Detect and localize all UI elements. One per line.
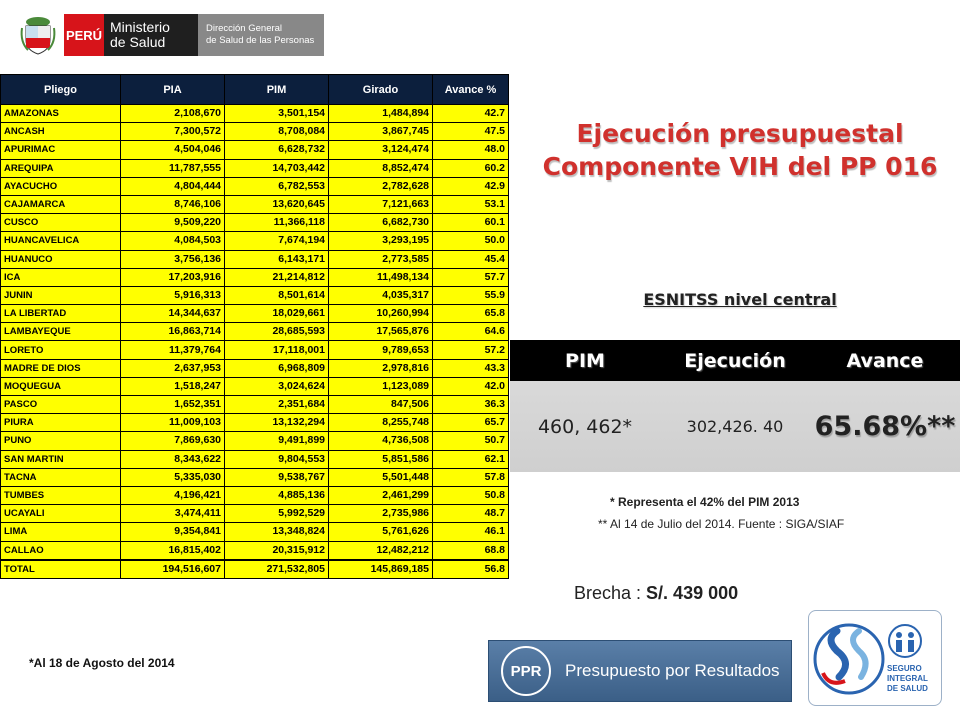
summary-avance-value: 65.68%** <box>814 411 956 442</box>
section-subtitle: ESNITSS nivel central <box>643 290 837 309</box>
pim-cell: 271,532,805 <box>225 560 329 579</box>
summary-header-avance: Avance <box>846 349 924 372</box>
table-row <box>1 177 509 195</box>
summary-table <box>510 340 960 472</box>
pim-cell: 7,674,194 <box>225 232 329 250</box>
pim-cell: 6,968,809 <box>225 359 329 377</box>
girado-cell: 1,484,894 <box>329 105 433 123</box>
table-row <box>1 286 509 304</box>
pia-cell: 9,354,841 <box>121 523 225 541</box>
summary-value-row <box>510 381 960 472</box>
girado-cell: 4,736,508 <box>329 432 433 450</box>
pliego-cell: APURIMAC <box>1 141 121 159</box>
table-row <box>1 414 509 432</box>
ministerio-line1: Ministerio <box>110 19 170 35</box>
girado-cell: 2,735,986 <box>329 505 433 523</box>
table-row <box>1 359 509 377</box>
pliego-cell: HUANUCO <box>1 250 121 268</box>
girado-cell: 8,852,474 <box>329 159 433 177</box>
pliego-cell: MADRE DE DIOS <box>1 359 121 377</box>
pia-cell: 11,787,555 <box>121 159 225 177</box>
direccion-line1: Dirección General <box>206 23 283 34</box>
table-row <box>1 141 509 159</box>
avance-cell: 60.2 <box>433 159 509 177</box>
pia-cell: 14,344,637 <box>121 305 225 323</box>
pliego-cell: LORETO <box>1 341 121 359</box>
girado-cell: 1,123,089 <box>329 377 433 395</box>
table-row <box>1 341 509 359</box>
pim-cell: 9,538,767 <box>225 468 329 486</box>
avance-cell: 57.7 <box>433 268 509 286</box>
direccion-line2: de Salud de las Personas <box>206 35 315 46</box>
pliego-cell: ICA <box>1 268 121 286</box>
pim-cell: 5,992,529 <box>225 505 329 523</box>
pliego-cell: LA LIBERTAD <box>1 305 121 323</box>
peru-label: PERÚ <box>64 14 104 56</box>
table-row <box>1 214 509 232</box>
brecha-text <box>574 583 738 604</box>
girado-cell: 6,682,730 <box>329 214 433 232</box>
pia-cell: 11,009,103 <box>121 414 225 432</box>
pia-cell: 5,916,313 <box>121 286 225 304</box>
avance-cell: 42.9 <box>433 177 509 195</box>
avance-cell: 64.6 <box>433 323 509 341</box>
budget-table <box>0 74 509 579</box>
avance-cell: 45.4 <box>433 250 509 268</box>
pim-cell: 21,214,812 <box>225 268 329 286</box>
girado-cell: 145,869,185 <box>329 560 433 579</box>
pia-cell: 7,300,572 <box>121 123 225 141</box>
pliego-cell: PUNO <box>1 432 121 450</box>
avance-cell: 36.3 <box>433 396 509 414</box>
pim-cell: 13,132,294 <box>225 414 329 432</box>
col-header-pliego: Pliego <box>1 75 121 105</box>
girado-cell: 2,773,585 <box>329 250 433 268</box>
girado-cell: 12,482,212 <box>329 541 433 560</box>
pia-cell: 3,756,136 <box>121 250 225 268</box>
pim-cell: 3,024,624 <box>225 377 329 395</box>
pim-cell: 11,366,118 <box>225 214 329 232</box>
girado-cell: 847,506 <box>329 396 433 414</box>
page-title <box>520 117 960 183</box>
table-body <box>1 105 509 579</box>
pim-cell: 17,118,001 <box>225 341 329 359</box>
pliego-cell: CAJAMARCA <box>1 195 121 213</box>
pim-cell: 6,628,732 <box>225 141 329 159</box>
brecha-value: S/. 439 000 <box>646 583 739 603</box>
pia-cell: 8,343,622 <box>121 450 225 468</box>
girado-cell: 5,761,626 <box>329 523 433 541</box>
pim-cell: 8,708,084 <box>225 123 329 141</box>
pim-cell: 18,029,661 <box>225 305 329 323</box>
avance-cell: 46.1 <box>433 523 509 541</box>
summary-pim-value: 460, 462* <box>537 415 633 438</box>
avance-cell: 48.7 <box>433 505 509 523</box>
pliego-cell: UCAYALI <box>1 505 121 523</box>
brecha-label: Brecha : <box>574 583 647 603</box>
pim-cell: 6,782,553 <box>225 177 329 195</box>
coat-of-arms-icon <box>18 14 58 56</box>
col-header-pia: PIA <box>121 75 225 105</box>
table-row <box>1 195 509 213</box>
pia-cell: 16,863,714 <box>121 323 225 341</box>
table-row <box>1 250 509 268</box>
avance-cell: 50.0 <box>433 232 509 250</box>
avance-cell: 42.0 <box>433 377 509 395</box>
table-row <box>1 159 509 177</box>
girado-cell: 2,978,816 <box>329 359 433 377</box>
sis-logo <box>808 610 942 706</box>
table-row <box>1 505 509 523</box>
avance-cell: 48.0 <box>433 141 509 159</box>
pliego-cell: AYACUCHO <box>1 177 121 195</box>
table-row <box>1 523 509 541</box>
ppr-label: Presupuesto por Resultados <box>565 661 780 680</box>
table-row <box>1 432 509 450</box>
summary-header-ejecucion: Ejecución <box>684 349 786 372</box>
ppr-circle-icon: PPR <box>501 646 551 696</box>
pia-cell: 1,652,351 <box>121 396 225 414</box>
girado-cell: 8,255,748 <box>329 414 433 432</box>
girado-cell: 3,867,745 <box>329 123 433 141</box>
pliego-cell: AMAZONAS <box>1 105 121 123</box>
pia-cell: 4,084,503 <box>121 232 225 250</box>
pia-cell: 4,504,046 <box>121 141 225 159</box>
girado-cell: 9,789,653 <box>329 341 433 359</box>
pliego-cell: TUMBES <box>1 486 121 504</box>
title-line2: Componente VIH del PP 016 <box>542 152 938 181</box>
girado-cell: 5,501,448 <box>329 468 433 486</box>
avance-cell: 43.3 <box>433 359 509 377</box>
pliego-cell: LIMA <box>1 523 121 541</box>
avance-cell: 68.8 <box>433 541 509 560</box>
table-row <box>1 377 509 395</box>
table-row <box>1 323 509 341</box>
col-header-pim: PIM <box>225 75 329 105</box>
table-row <box>1 232 509 250</box>
pim-cell: 2,351,684 <box>225 396 329 414</box>
table-row <box>1 123 509 141</box>
avance-cell: 42.7 <box>433 105 509 123</box>
pia-cell: 5,335,030 <box>121 468 225 486</box>
pim-cell: 13,348,824 <box>225 523 329 541</box>
avance-cell: 47.5 <box>433 123 509 141</box>
avance-cell: 65.7 <box>433 414 509 432</box>
table-row <box>1 450 509 468</box>
pim-cell: 8,501,614 <box>225 286 329 304</box>
table-row <box>1 268 509 286</box>
pia-cell: 9,509,220 <box>121 214 225 232</box>
summary-header-row <box>510 340 960 381</box>
pim-cell: 3,501,154 <box>225 105 329 123</box>
pia-cell: 194,516,607 <box>121 560 225 579</box>
sis-line3: DE SALUD <box>887 684 928 693</box>
girado-cell: 2,782,628 <box>329 177 433 195</box>
girado-cell: 2,461,299 <box>329 486 433 504</box>
sis-emblem-icon <box>809 611 941 705</box>
avance-cell: 65.8 <box>433 305 509 323</box>
pliego-cell: LAMBAYEQUE <box>1 323 121 341</box>
table-header-row <box>1 75 509 105</box>
avance-cell: 55.9 <box>433 286 509 304</box>
table-row <box>1 396 509 414</box>
avance-cell: 62.1 <box>433 450 509 468</box>
avance-cell: 60.1 <box>433 214 509 232</box>
footnote-1: * Representa el 42% del PIM 2013 <box>610 495 800 509</box>
ministerio-label <box>104 14 198 56</box>
date-note: *Al 18 de Agosto del 2014 <box>29 656 175 670</box>
summary-header-pim: PIM <box>565 349 605 372</box>
pim-cell: 6,143,171 <box>225 250 329 268</box>
girado-cell: 10,260,994 <box>329 305 433 323</box>
ministerio-line2: de Salud <box>110 34 166 50</box>
sis-line1: SEGURO <box>887 664 922 673</box>
avance-cell: 50.7 <box>433 432 509 450</box>
footnote-2: ** Al 14 de Julio del 2014. Fuente : SIGA/SIAF <box>598 517 845 531</box>
avance-cell: 56.8 <box>433 560 509 579</box>
pim-cell: 28,685,593 <box>225 323 329 341</box>
pia-cell: 4,196,421 <box>121 486 225 504</box>
summary-ejecucion-value: 302,426. 40 <box>686 417 784 436</box>
avance-cell: 50.8 <box>433 486 509 504</box>
pia-cell: 2,108,670 <box>121 105 225 123</box>
pia-cell: 1,518,247 <box>121 377 225 395</box>
table-row <box>1 486 509 504</box>
girado-cell: 3,124,474 <box>329 141 433 159</box>
pliego-cell: PIURA <box>1 414 121 432</box>
col-header-girado: Girado <box>329 75 433 105</box>
girado-cell: 11,498,134 <box>329 268 433 286</box>
table-row <box>1 305 509 323</box>
direccion-label <box>198 14 324 56</box>
ppr-logo <box>488 640 792 702</box>
pliego-cell: CUSCO <box>1 214 121 232</box>
pim-cell: 4,885,136 <box>225 486 329 504</box>
girado-cell: 7,121,663 <box>329 195 433 213</box>
girado-cell: 4,035,317 <box>329 286 433 304</box>
title-line1: Ejecución presupuestal <box>576 119 904 148</box>
avance-cell: 53.1 <box>433 195 509 213</box>
pim-cell: 20,315,912 <box>225 541 329 560</box>
avance-cell: 57.2 <box>433 341 509 359</box>
pim-cell: 13,620,645 <box>225 195 329 213</box>
table-row <box>1 541 509 560</box>
girado-cell: 3,293,195 <box>329 232 433 250</box>
minsa-logo <box>18 14 324 56</box>
pliego-cell: SAN MARTIN <box>1 450 121 468</box>
pliego-cell: PASCO <box>1 396 121 414</box>
pim-cell: 9,491,899 <box>225 432 329 450</box>
pia-cell: 11,379,764 <box>121 341 225 359</box>
pliego-cell: JUNIN <box>1 286 121 304</box>
pia-cell: 3,474,411 <box>121 505 225 523</box>
girado-cell: 5,851,586 <box>329 450 433 468</box>
table-row <box>1 468 509 486</box>
pim-cell: 9,804,553 <box>225 450 329 468</box>
pliego-cell: MOQUEGUA <box>1 377 121 395</box>
col-header-avance: Avance % <box>433 75 509 105</box>
pia-cell: 16,815,402 <box>121 541 225 560</box>
pia-cell: 4,804,444 <box>121 177 225 195</box>
pliego-cell: CALLAO <box>1 541 121 560</box>
pliego-cell: TOTAL <box>1 560 121 579</box>
girado-cell: 17,565,876 <box>329 323 433 341</box>
table-row <box>1 105 509 123</box>
pliego-cell: TACNA <box>1 468 121 486</box>
pia-cell: 8,746,106 <box>121 195 225 213</box>
pia-cell: 2,637,953 <box>121 359 225 377</box>
pliego-cell: AREQUIPA <box>1 159 121 177</box>
table-total-row <box>1 560 509 579</box>
pliego-cell: ANCASH <box>1 123 121 141</box>
pia-cell: 7,869,630 <box>121 432 225 450</box>
avance-cell: 57.8 <box>433 468 509 486</box>
pliego-cell: HUANCAVELICA <box>1 232 121 250</box>
sis-line2: INTEGRAL <box>887 674 928 683</box>
pim-cell: 14,703,442 <box>225 159 329 177</box>
pia-cell: 17,203,916 <box>121 268 225 286</box>
